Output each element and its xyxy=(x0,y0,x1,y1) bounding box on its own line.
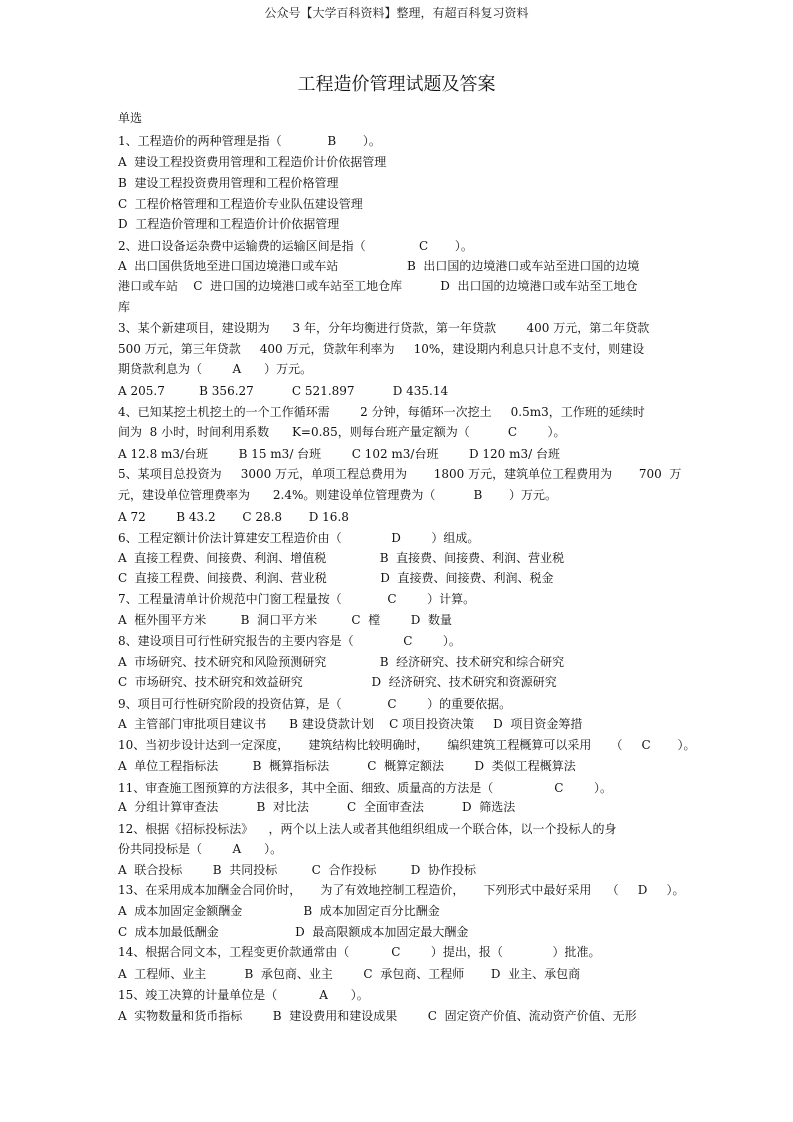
text-line: 10、当初步设计达到一定深度， 建筑结构比较明确时， 编织建筑工程概算可以采用 （ C ）。 xyxy=(118,738,696,752)
text-line: A 分组计算审查法 B 对比法 C 全面审查法 D 筛选法 xyxy=(118,800,516,814)
text-line: 15、竣工决算的计量单位是（ A ）。 xyxy=(118,988,369,1002)
text-line: 间为 8 小时，时间利用系数 K=0.85，则每台班产量定额为（ C ）。 xyxy=(118,425,566,439)
text-line: C 成本加最低酬金 D 最高限额成本加固定最大酬金 xyxy=(118,925,469,939)
text-line: C 市场研究、技术研究和效益研究 D 经济研究、技术研究和资源研究 xyxy=(118,675,557,689)
text-line: A 出口国供货地至进口国边境港口或车站 B 出口国的边境港口或车站至进口国的边境 xyxy=(118,259,640,273)
text-line: 11、审查施工图预算的方法很多，其中全面、细致、质量高的方法是（ C ）。 xyxy=(118,781,613,795)
text-line: A 12.8 m3/台班 B 15 m3/ 台班 C 102 m3/台班 D 120 m3/ 台班 xyxy=(118,447,561,461)
text-line: 500 万元，第三年贷款 400 万元，贷款年利率为 10%，建设期内利息只计息不支付，则建设 xyxy=(118,342,645,356)
text-line: C 工程价格管理和工程造价专业队伍建设管理 xyxy=(118,197,363,211)
text-line: 份共同投标是（ A ）。 xyxy=(118,842,283,856)
text-line: 期贷款利息为（ A ）万元。 xyxy=(118,362,313,376)
text-line: A 市场研究、技术研究和风险预测研究 B 经济研究、技术研究和综合研究 xyxy=(118,655,565,669)
text-line: B 建设工程投资费用管理和工程价格管理 xyxy=(118,176,339,190)
text-line: 7、工程量清单计价规范中门窗工程量按（ C ）计算。 xyxy=(118,592,476,606)
page-header: 公众号【大学百科资料】整理，有超百科复习资料 xyxy=(264,6,529,20)
text-line: A 直接工程费、间接费、利润、增值税 B 直接费、间接费、利润、营业税 xyxy=(118,551,565,565)
text-line: 6、工程定额计价法计算建安工程造价由（ D ）组成。 xyxy=(118,531,480,545)
text-line: 4、已知某挖土机挖土的一个工作循环需 2 分钟，每循环一次挖土 0.5m3，工作班的延续时 xyxy=(118,405,645,419)
document-title: 工程造价管理试题及答案 xyxy=(297,74,496,95)
text-line: D 工程造价管理和工程造价计价依据管理 xyxy=(118,217,340,231)
text-line: 元，建设单位管理费率为 2.4%。则建设单位管理费为（ B ）万元。 xyxy=(118,488,558,502)
section-heading: 单选 xyxy=(118,111,143,125)
text-line: A 单位工程指标法 B 概算指标法 C 概算定额法 D 类似工程概算法 xyxy=(118,759,576,773)
text-line: 8、建设项目可行性研究报告的主要内容是（ C ）。 xyxy=(118,634,461,648)
text-line: A 联合投标 B 共同投标 C 合作投标 D 协作投标 xyxy=(118,863,476,877)
text-line: A 工程师、业主 B 承包商、业主 C 承包商、工程师 D 业主、承包商 xyxy=(118,967,581,981)
text-line: A 主管部门审批项目建议书 B 建设贷款计划 C 项目投资决策 D 项目资金筹措 xyxy=(118,717,583,731)
text-line: 13、在采用成本加酬金合同价时， 为了有效地控制工程造价， 下列形式中最好采用 （ D ）。 xyxy=(118,883,685,897)
text-line: C 直接工程费、间接费、利润、营业税 D 直接费、间接费、利润、税金 xyxy=(118,571,554,585)
text-line: 1、工程造价的两种管理是指（ B ）。 xyxy=(118,134,381,148)
text-line: A 建设工程投资费用管理和工程造价计价依据管理 xyxy=(118,155,387,169)
text-line: 2、进口设备运杂费中运输费的运输区间是指（ C ）。 xyxy=(118,239,473,253)
text-line: 港口或车站 C 进口国的边境港口或车站至工地仓库 D 出口国的边境港口或车站至工地仓 xyxy=(118,279,638,293)
text-line: A 成本加固定金额酬金 B 成本加固定百分比酬金 xyxy=(118,904,440,918)
text-line: A 实物数量和货币指标 B 建设费用和建设成果 C 固定资产价值、流动资产价值、无形 xyxy=(118,1009,637,1023)
text-line: A 框外围平方米 B 洞口平方米 C 樘 D 数量 xyxy=(118,613,452,627)
text-line: 3、某个新建项目，建设期为 3 年，分年均衡进行贷款，第一年贷款 400 万元，第二年贷款 xyxy=(118,321,650,335)
text-line: 12、根据《招标投标法》 ，两个以上法人或者其他组织组成一个联合体，以一个投标人的身 xyxy=(118,822,617,836)
text-line: 9、项目可行性研究阶段的投资估算，是（ C ）的重要依据。 xyxy=(118,697,512,711)
text-line: 14、根据合同文本，工程变更价款通常由（ C ）提出，报（ ）批准。 xyxy=(118,945,601,959)
text-line: 库 xyxy=(118,300,131,314)
text-line: A 205.7 B 356.27 C 521.897 D 435.14 xyxy=(118,384,449,398)
text-line: 5、某项目总投资为 3000 万元，单项工程总费用为 1800 万元，建筑单位工程费用为 700 万 xyxy=(118,467,682,481)
text-line: A 72 B 43.2 C 28.8 D 16.8 xyxy=(118,510,349,524)
